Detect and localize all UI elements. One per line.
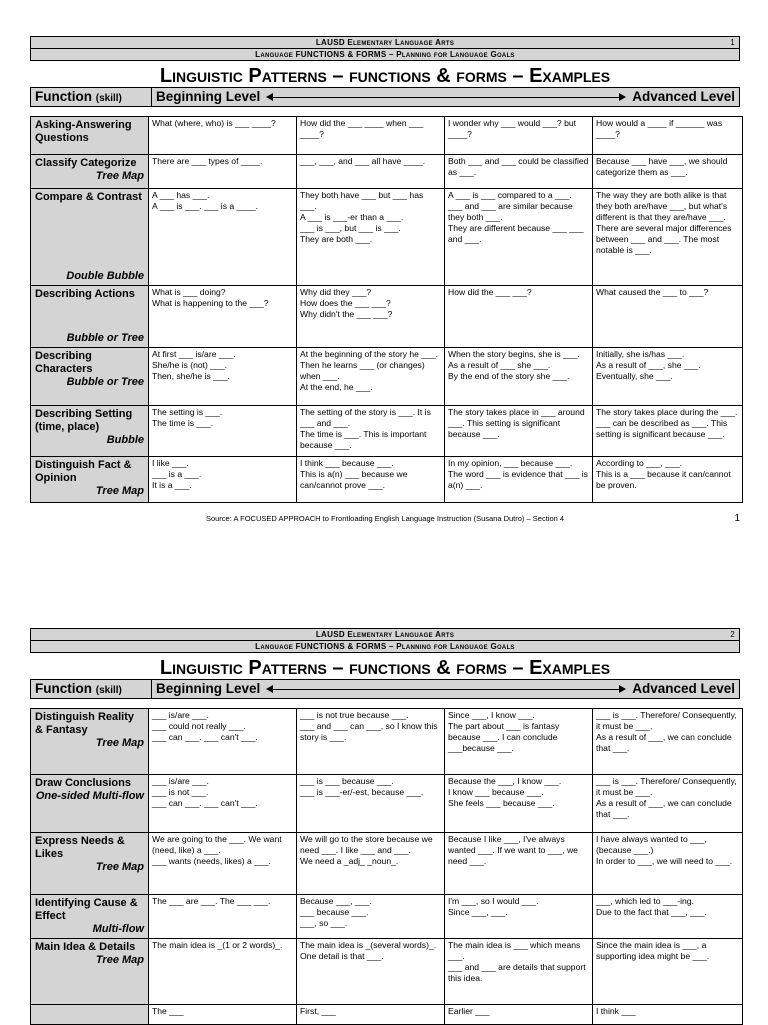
sentence-frame: How would a ____ if ______ was ____? — [596, 118, 723, 139]
source-citation: Source: A FOCUSED APPROACH to Frontloading English Language Instruction (Susana Dutro) – Section 4 1 — [205, 513, 740, 524]
band-title: LAUSD Elementary Language Arts — [315, 630, 455, 639]
level-2-cell — [297, 939, 445, 1005]
sentence-frame: ___ is ___-er/-est, because ___. — [300, 787, 424, 797]
sentence-frame: ___ and ___ are similar because they both ___. — [448, 201, 573, 222]
page-title: Linguistic Patterns – functions & forms – Examples — [159, 657, 611, 679]
sentence-frame: As a result of ___ she ___. — [448, 360, 551, 370]
function-column-header: Function (skill) — [31, 680, 152, 698]
sentence-frame: Because ___, ___. — [300, 896, 372, 906]
sentence-frame: As a result of ___, we can conclude that ___. — [596, 732, 732, 753]
sentence-frame: How does the ___ ___? — [300, 298, 391, 308]
level-4-cell — [593, 939, 743, 1005]
level-2-cell — [297, 406, 445, 457]
thinking-map-label: Tree Map — [95, 737, 144, 749]
level-2-cell — [297, 348, 445, 406]
sentence-frame: ___ is ___. Therefore/ Consequently, it must be ___. — [596, 710, 737, 731]
sentence-frame: A ___ is ___. ___ is a ____. — [152, 201, 259, 211]
sentence-frame: By the end of the story she ___. — [448, 371, 570, 381]
function-name: Describing Characters — [35, 350, 93, 375]
level-1-cell — [149, 775, 297, 833]
sentence-frame: What is happening to the ___? — [152, 298, 269, 308]
sentence-frame: ___ is not true because ___. — [300, 710, 409, 720]
sentence-frame: ___, which led to ___-ing. — [596, 896, 694, 906]
sentence-frame: In my opinion, ___ because ___. The word ___ is evidence that ___ is a(n) ___. — [448, 458, 588, 490]
level-1-cell — [149, 117, 297, 155]
sentence-frame: This is a ___ because it can/cannot be proven. — [596, 469, 731, 490]
sentence-frame: At first ___ is/are ___. — [152, 349, 236, 359]
sentence-frame: The story takes place during the ___. ___ can be described as ___. This setting is significant because ___. — [596, 407, 738, 439]
band-subtitle: Language FUNCTIONS & FORMS – Planning for Language Goals — [255, 642, 515, 651]
sentence-frame: The way they are both alike is that they both are/have ___, but what's different is that they are/have ___. — [596, 190, 728, 222]
function-cell — [31, 775, 149, 833]
sentence-frame: There are ___ types of ____. — [152, 156, 263, 166]
sentence-frame: The time is ___. This is important because ___. — [300, 429, 427, 450]
level-4-cell — [593, 895, 743, 939]
table-row — [31, 895, 743, 939]
level-4-cell — [593, 457, 743, 503]
sentence-frame: When the story begins, she is ___. — [448, 349, 580, 359]
level-3-cell — [445, 457, 593, 503]
function-cell — [31, 406, 149, 457]
sentence-frame: ___ can ___. ___ can't ___. — [152, 732, 258, 742]
table-row — [31, 775, 743, 833]
level-4-cell — [593, 286, 743, 348]
level-3-cell — [445, 895, 593, 939]
level-4-cell — [593, 348, 743, 406]
table-row — [31, 155, 743, 189]
level-4-cell — [593, 117, 743, 155]
sentence-frame: I like ___. — [152, 458, 189, 468]
sentence-frame: Since the main idea is ___, a supporting idea might be ___. — [596, 940, 710, 961]
page-title: Linguistic Patterns – functions & forms – Examples — [159, 65, 611, 87]
sentence-frame: We will go to the store because we need ___. I like ___ and ___. — [300, 834, 433, 855]
sentence-frame: ___ is ___, but ___ is ___. — [300, 223, 401, 233]
sentence-frame: She/he is (not) ___. — [152, 360, 228, 370]
level-2-cell — [297, 286, 445, 348]
sentence-frame: It is a ___. — [152, 480, 192, 490]
table-row — [31, 406, 743, 457]
level-1-cell — [149, 286, 297, 348]
thinking-map-label: Tree Map — [95, 485, 144, 497]
level-header — [30, 87, 740, 107]
sentence-frame: At the end, he ___. — [300, 382, 373, 392]
sentence-frame: The time is ___. — [152, 418, 214, 428]
advanced-level-label: Advanced Level — [632, 89, 735, 104]
sentence-frame: The main idea is _(several words)_. — [300, 940, 437, 950]
sentence-frame: Both ___ and ___ could be classified as ___. — [448, 156, 589, 177]
level-1-cell — [149, 348, 297, 406]
sentence-frame: Why did they ___? — [300, 287, 372, 297]
thinking-map-label: Tree Map — [95, 861, 144, 873]
sentence-frame: ___ is/are ___. — [152, 710, 209, 720]
level-1-cell — [149, 189, 297, 286]
level-3-cell — [445, 286, 593, 348]
sentence-frame: ___ is ___ because ___. — [300, 776, 394, 786]
function-name: Distinguish Reality & Fantasy — [35, 711, 135, 736]
level-3-cell — [445, 348, 593, 406]
function-name: Asking-Answering Questions — [35, 119, 132, 144]
level-2-cell — [297, 833, 445, 895]
level-4-cell — [593, 775, 743, 833]
level-2-cell — [297, 457, 445, 503]
header-band-district — [30, 36, 740, 49]
band-subtitle: Language FUNCTIONS & FORMS – Planning for Language Goals — [255, 50, 515, 59]
footer-page-number: 1 — [734, 513, 740, 524]
thinking-map-label: Double Bubble — [66, 270, 144, 282]
sentence-frame: Eventually, she ___. — [596, 371, 673, 381]
band-title: LAUSD Elementary Language Arts — [315, 38, 455, 47]
function-cell — [31, 939, 149, 1005]
level-2-cell — [297, 1005, 445, 1025]
sentence-frame: ___ is ___. Therefore/ Consequently, it must be ___. — [596, 776, 737, 797]
function-name: Identifying Cause & Effect — [35, 897, 138, 922]
sentence-frame: I know ___ because ___. — [448, 787, 544, 797]
level-1-cell — [149, 833, 297, 895]
level-2-cell — [297, 189, 445, 286]
sentence-frame: I have always wanted to ___, (because ___.) — [596, 834, 707, 855]
level-3-cell — [445, 117, 593, 155]
sentence-frame: She feels ___ because ___. — [448, 798, 555, 808]
sentence-frame: A ___ has ___. — [152, 190, 210, 200]
level-3-cell — [445, 1005, 593, 1025]
sentence-frame: ___ is/are ___. — [152, 776, 209, 786]
function-cell — [31, 117, 149, 155]
sentence-frame: As a result of ___, she ___. — [596, 360, 701, 370]
sentence-frame: Because ___ have ___, we should categorize them as ___. — [596, 156, 728, 177]
function-name: Distinguish Fact & Opinion — [35, 459, 132, 484]
function-name: Describing Setting (time, place) — [35, 408, 133, 433]
table-row — [31, 189, 743, 286]
level-arrow-icon — [266, 684, 626, 694]
level-header — [30, 679, 740, 699]
sentence-frame: A ___ is ___-er than a ___. — [300, 212, 404, 222]
sentence-frame: First, ___ — [300, 1006, 336, 1016]
table-row — [31, 833, 743, 895]
thinking-map-label: Multi-flow — [92, 923, 144, 935]
function-cell — [31, 1005, 149, 1025]
sentence-frame: ___, ___, and ___ all have ____. — [300, 156, 426, 166]
function-cell — [31, 895, 149, 939]
thinking-map-label: Bubble — [106, 434, 144, 446]
level-3-cell — [445, 775, 593, 833]
function-column-header: Function (skill) — [31, 88, 152, 106]
sentence-frame: We are going to the ___. We want (need, like) a ___. — [152, 834, 282, 855]
level-3-cell — [445, 406, 593, 457]
sentence-frame: Initially, she is/has ___. — [596, 349, 685, 359]
sentence-frame: The main idea is ___ which means ___. — [448, 940, 581, 961]
level-3-cell — [445, 833, 593, 895]
sentence-frame: We need a _adj_ _noun_. — [300, 856, 399, 866]
header-band-subtitle — [30, 49, 740, 61]
sentence-frame: I wonder why ___ would ___? but ____? — [448, 118, 577, 139]
sentence-frame: Because the ___, I know ___. — [448, 776, 562, 786]
sentence-frame: ___ can ___. ___ can't ___. — [152, 798, 258, 808]
beginning-level-label: Beginning Level — [156, 89, 261, 104]
function-cell — [31, 189, 149, 286]
sentence-frame: The story takes place in ___ around ___. This setting is significant because ___. — [448, 407, 585, 439]
sentence-frame: Since ___, I know ___. — [448, 710, 535, 720]
document-page-2 — [30, 628, 740, 1025]
table-row — [31, 457, 743, 503]
sentence-frame: ___ and ___ are details that support this idea. — [448, 962, 586, 983]
sentence-frame: One detail is that ___. — [300, 951, 384, 961]
thinking-map-label: Bubble or Tree — [66, 376, 144, 388]
sentence-frame: I'm ___, so I would ___. — [448, 896, 539, 906]
beginning-level-label: Beginning Level — [156, 681, 261, 696]
patterns-table-page-2 — [30, 708, 743, 1025]
sentence-frame: How did the ___ ____ when ___ ____? — [300, 118, 424, 139]
sentence-frame: ___ could not really ___. — [152, 721, 246, 731]
sentence-frame: The main idea is _(1 or 2 words)_. — [152, 940, 283, 950]
level-1-cell — [149, 1005, 297, 1025]
patterns-table-page-1 — [30, 116, 743, 503]
table-row — [31, 1005, 743, 1025]
function-name: Main Idea & Details — [35, 941, 136, 953]
level-2-cell — [297, 775, 445, 833]
function-name: Draw Conclusions — [35, 777, 131, 789]
sentence-frame: The ___ are ___. The ___ ___. — [152, 896, 271, 906]
header-band-district — [30, 628, 740, 641]
page-number: 1 — [730, 38, 735, 47]
sentence-frame: Due to the fact that ___, ___. — [596, 907, 707, 917]
sentence-frame: They are both ___. — [300, 234, 373, 244]
sentence-frame: ___ because ___. — [300, 907, 369, 917]
page-number: 2 — [730, 630, 735, 639]
level-3-cell — [445, 189, 593, 286]
level-2-cell — [297, 117, 445, 155]
sentence-frame: Then, she/he is ___. — [152, 371, 230, 381]
function-cell — [31, 155, 149, 189]
sentence-frame: They are different because ___ ___ and ___. — [448, 223, 584, 244]
function-cell — [31, 348, 149, 406]
level-4-cell — [593, 1005, 743, 1025]
sentence-frame: There are several major differences between ___ and ___. The most notable is ___. — [596, 223, 732, 255]
sentence-frame: What is ___ doing? — [152, 287, 226, 297]
level-2-cell — [297, 709, 445, 775]
level-1-cell — [149, 457, 297, 503]
table-row — [31, 117, 743, 155]
thinking-map-label: Bubble or Tree — [66, 332, 144, 344]
sentence-frame: ___ wants (needs, likes) a ___. — [152, 856, 271, 866]
sentence-frame: What caused the ___ to ___? — [596, 287, 709, 297]
function-cell — [31, 833, 149, 895]
level-1-cell — [149, 406, 297, 457]
sentence-frame: Because I like ___, I've always wanted ___. If we want to ___, we need ___. — [448, 834, 578, 866]
table-row — [31, 286, 743, 348]
sentence-frame: The setting of the story is ___. It is ___ and ___. — [300, 407, 431, 428]
document-page-1 — [30, 36, 740, 526]
level-3-cell — [445, 155, 593, 189]
thinking-map-label: Tree Map — [95, 954, 144, 966]
function-name: Compare & Contrast — [35, 191, 142, 203]
sentence-frame: In order to ___, we will need to ___. — [596, 856, 733, 866]
sentence-frame: I think ___ because ___. — [300, 458, 394, 468]
level-1-cell — [149, 709, 297, 775]
sentence-frame: According to ___, ___. — [596, 458, 682, 468]
sentence-frame: A ___ is ___ compared to a ___. — [448, 190, 572, 200]
sentence-frame: How did the ___ ___? — [448, 287, 532, 297]
sentence-frame: ___ is not ___. — [152, 787, 209, 797]
sentence-frame: Earlier ___ — [448, 1006, 490, 1016]
thinking-map-label: One-sided Multi-flow — [35, 790, 144, 802]
thinking-map-label: Tree Map — [95, 170, 144, 182]
function-cell — [31, 457, 149, 503]
level-arrow-icon — [266, 92, 626, 102]
sentence-frame: ___, so ___. — [300, 918, 348, 928]
sentence-frame: They both have ___ but ___ has ___. — [300, 190, 424, 211]
table-row — [31, 939, 743, 1005]
sentence-frame: ___ is a ___. — [152, 469, 202, 479]
sentence-frame: As a result of ___, we can conclude that ___. — [596, 798, 732, 819]
sentence-frame: The part about ___ is fantasy because ___. I can conclude ___because ___. — [448, 721, 560, 753]
advanced-level-label: Advanced Level — [632, 681, 735, 696]
level-2-cell — [297, 155, 445, 189]
level-4-cell — [593, 833, 743, 895]
function-name: Describing Actions — [35, 288, 135, 300]
sentence-frame: At the beginning of the story he ___. Then he learns ___ (or changes) when ___. — [300, 349, 439, 381]
level-3-cell — [445, 939, 593, 1005]
function-cell — [31, 286, 149, 348]
level-1-cell — [149, 939, 297, 1005]
level-2-cell — [297, 895, 445, 939]
function-name: Express Needs & Likes — [35, 835, 125, 860]
sentence-frame: What (where, who) is ___ ____? — [152, 118, 276, 128]
level-4-cell — [593, 406, 743, 457]
header-band-subtitle — [30, 641, 740, 653]
sentence-frame: Since ___, ___. — [448, 907, 508, 917]
function-name: Classify Categorize — [35, 157, 137, 169]
level-3-cell — [445, 709, 593, 775]
sentence-frame: Why didn't the ___ ___? — [300, 309, 393, 319]
table-row — [31, 709, 743, 775]
sentence-frame: This is a(n) ___ because we can/cannot prove ___. — [300, 469, 408, 490]
level-4-cell — [593, 155, 743, 189]
level-1-cell — [149, 895, 297, 939]
function-cell — [31, 709, 149, 775]
sentence-frame: The setting is ___. — [152, 407, 223, 417]
level-1-cell — [149, 155, 297, 189]
sentence-frame: ___ and ___ can ___, so I know this story is ___. — [300, 721, 438, 742]
level-4-cell — [593, 709, 743, 775]
sentence-frame: The ___ — [152, 1006, 184, 1016]
table-row — [31, 348, 743, 406]
level-4-cell — [593, 189, 743, 286]
sentence-frame: I think ___ — [596, 1006, 636, 1016]
